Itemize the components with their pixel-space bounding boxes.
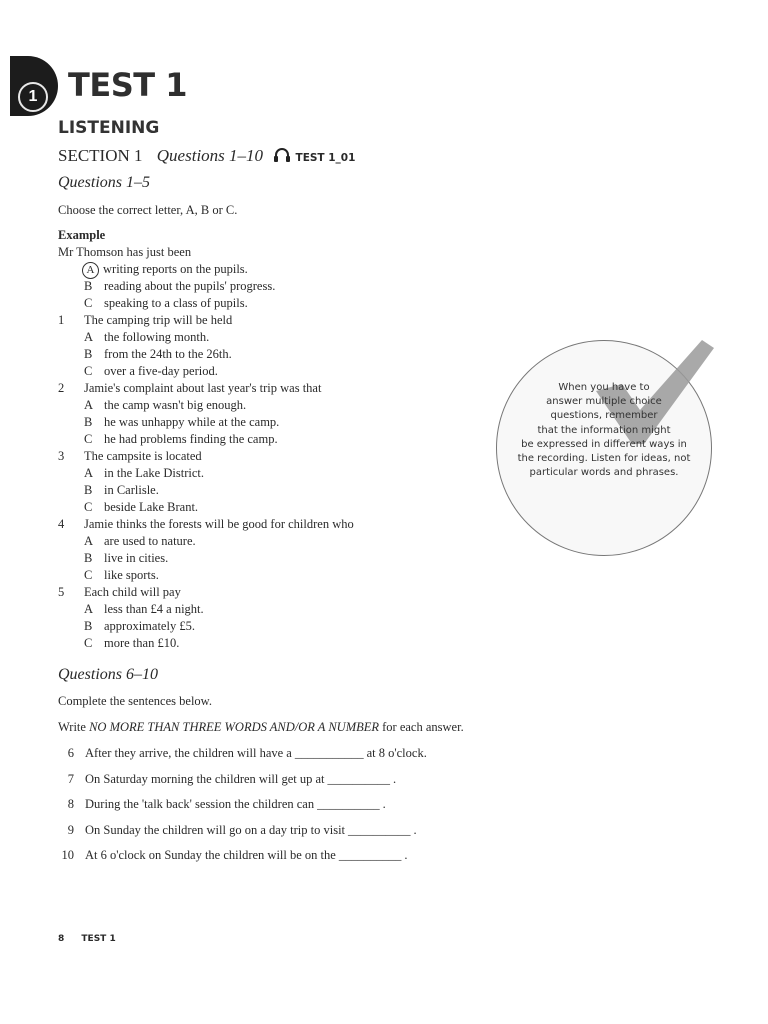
option-text: from the 24th to the 26th.: [104, 347, 232, 361]
option-row: [84, 619, 195, 634]
option-row: [84, 636, 179, 651]
sentence-row: [85, 823, 417, 838]
sentence-before: During the 'talk back' session the children can: [85, 797, 315, 811]
option-letter: B: [84, 415, 93, 429]
tip-line: answer multiple choice: [546, 396, 662, 408]
section-label: SECTION 1: [58, 146, 143, 165]
question-stem: Jamie's complaint about last year's trip was that: [84, 381, 322, 395]
sentence-after: at 8 o'clock.: [366, 746, 427, 760]
answer-blank: __________: [338, 848, 402, 862]
write-prefix: Write: [58, 720, 86, 734]
sentence-before: After they arrive, the children will have a: [85, 746, 292, 760]
option-row: [84, 466, 204, 481]
option-letter: C: [84, 432, 93, 446]
sentence-row: [85, 772, 396, 787]
tip-line: When you have to: [558, 382, 650, 393]
option-letter: B: [84, 279, 93, 293]
option-row: [84, 602, 204, 617]
tip-text: [500, 381, 708, 480]
option-letter: C: [84, 296, 93, 310]
subtitle: LISTENING: [58, 118, 160, 138]
option-letter: B: [84, 551, 93, 565]
question-number: 5: [58, 585, 65, 599]
page-number: 8: [58, 934, 65, 944]
word-limit-instruction: [58, 720, 464, 735]
write-suffix: for each answer.: [382, 720, 464, 734]
option-letter: A: [84, 330, 94, 344]
sentence-number: 7: [67, 771, 74, 786]
page-footer: [58, 934, 116, 944]
option-row: [84, 398, 246, 413]
sentence-before: On Sunday the children will go on a day trip to visit: [85, 822, 346, 837]
sentence-number: 6: [67, 746, 74, 760]
option-text: are used to nature.: [104, 534, 196, 548]
option-row: [84, 483, 159, 498]
option-text: the camp wasn't big enough.: [104, 398, 247, 412]
option-text: less than £4 a night.: [104, 602, 204, 616]
sentence-number: 10: [61, 848, 74, 862]
audio-track-label: TEST 1_01: [295, 152, 356, 164]
option-text: in the Lake District.: [104, 466, 204, 480]
option-row: [84, 432, 278, 447]
option-text: like sports.: [104, 568, 159, 582]
page-title: TEST 1: [68, 66, 187, 104]
tip-line: questions, remember: [550, 410, 658, 422]
answer-blank: __________: [317, 797, 380, 811]
option-letter: A: [84, 602, 94, 616]
option-letter: A: [84, 534, 94, 548]
option-row: [84, 364, 218, 379]
question-stem: The camping trip will be held: [84, 313, 233, 327]
option-letter: B: [84, 347, 93, 361]
instruction-text: Choose the correct letter, A, B or C.: [58, 203, 238, 217]
example-option: [82, 262, 248, 279]
question-number: 3: [58, 449, 65, 463]
option-row: [84, 330, 209, 345]
question-number: 2: [58, 381, 65, 395]
example-option: [82, 296, 248, 311]
option-letter: B: [84, 619, 93, 633]
sentence-number: 9: [67, 822, 74, 837]
answer-blank: ___________: [294, 746, 364, 760]
option-text: speaking to a class of pupils.: [104, 296, 248, 310]
option-letter: A: [84, 466, 94, 480]
sentence-row: [85, 797, 386, 812]
option-text: in Carlisle.: [104, 483, 159, 497]
option-text: live in cities.: [104, 551, 169, 565]
option-text: he was unhappy while at the camp.: [104, 415, 280, 429]
option-letter: C: [84, 568, 93, 582]
answer-blank: __________: [327, 771, 391, 786]
option-text: approximately £5.: [104, 619, 195, 633]
section-questions: Questions 1–10: [156, 146, 264, 165]
tip-line: be expressed in different ways in: [521, 438, 687, 450]
option-text: reading about the pupils' progress.: [104, 279, 276, 293]
sentence-before: On Saturday morning the children will get up at: [85, 771, 325, 786]
sentence-before: At 6 o'clock on Sunday the children will be on the: [85, 848, 336, 862]
tip-line: the recording. Listen for ideas, not: [517, 453, 691, 465]
option-text: more than £10.: [104, 636, 180, 650]
option-row: [84, 551, 168, 566]
example-answer-circle: A: [82, 262, 99, 279]
question-stem: The campsite is located: [84, 449, 202, 463]
tip-line: that the information might: [537, 424, 671, 436]
sentence-after: .: [393, 771, 397, 786]
option-letter: C: [84, 636, 93, 650]
example-option: [82, 279, 275, 294]
question-stem: Each child will pay: [84, 585, 181, 599]
option-row: [84, 534, 196, 549]
option-text: beside Lake Brant.: [104, 500, 199, 514]
question-stem: Jamie thinks the forests will be good for children who: [84, 517, 354, 531]
sentence-after: .: [404, 848, 408, 862]
example-label: Example: [58, 228, 106, 242]
option-text: he had problems finding the camp.: [104, 432, 278, 446]
option-letter: B: [84, 483, 93, 497]
example-stem: Mr Thomson has just been: [58, 245, 192, 259]
sentence-after: .: [382, 797, 386, 811]
questions-1-5-heading: Questions 1–5: [58, 174, 150, 191]
option-letter: C: [84, 500, 93, 514]
sentence-after: .: [413, 822, 417, 837]
sentence-row: [85, 848, 407, 863]
sentence-row: [85, 746, 427, 761]
option-row: [84, 500, 198, 515]
word-limit-emphasis: NO MORE THAN THREE WORDS AND/OR A NUMBER: [89, 720, 380, 734]
option-row: [84, 415, 279, 430]
option-row: [84, 568, 159, 583]
option-row: [84, 347, 232, 362]
headphones-icon: [273, 148, 291, 162]
tip-line: particular words and phrases.: [529, 467, 679, 479]
sentence-number: 8: [67, 797, 74, 811]
option-letter: A: [84, 398, 94, 412]
option-text: over a five-day period.: [104, 364, 218, 378]
section-heading: [58, 146, 355, 166]
questions-6-10-heading: Questions 6–10: [58, 666, 158, 683]
option-text: writing reports on the pupils.: [103, 262, 248, 276]
option-letter: C: [84, 364, 93, 378]
complete-instruction: Complete the sentences below.: [58, 694, 213, 708]
answer-blank: __________: [348, 822, 411, 837]
option-text: the following month.: [104, 330, 210, 344]
question-number: 4: [58, 517, 65, 531]
footer-label: TEST 1: [81, 934, 116, 944]
question-number: 1: [58, 313, 65, 327]
test-number-badge: 1: [18, 82, 48, 112]
